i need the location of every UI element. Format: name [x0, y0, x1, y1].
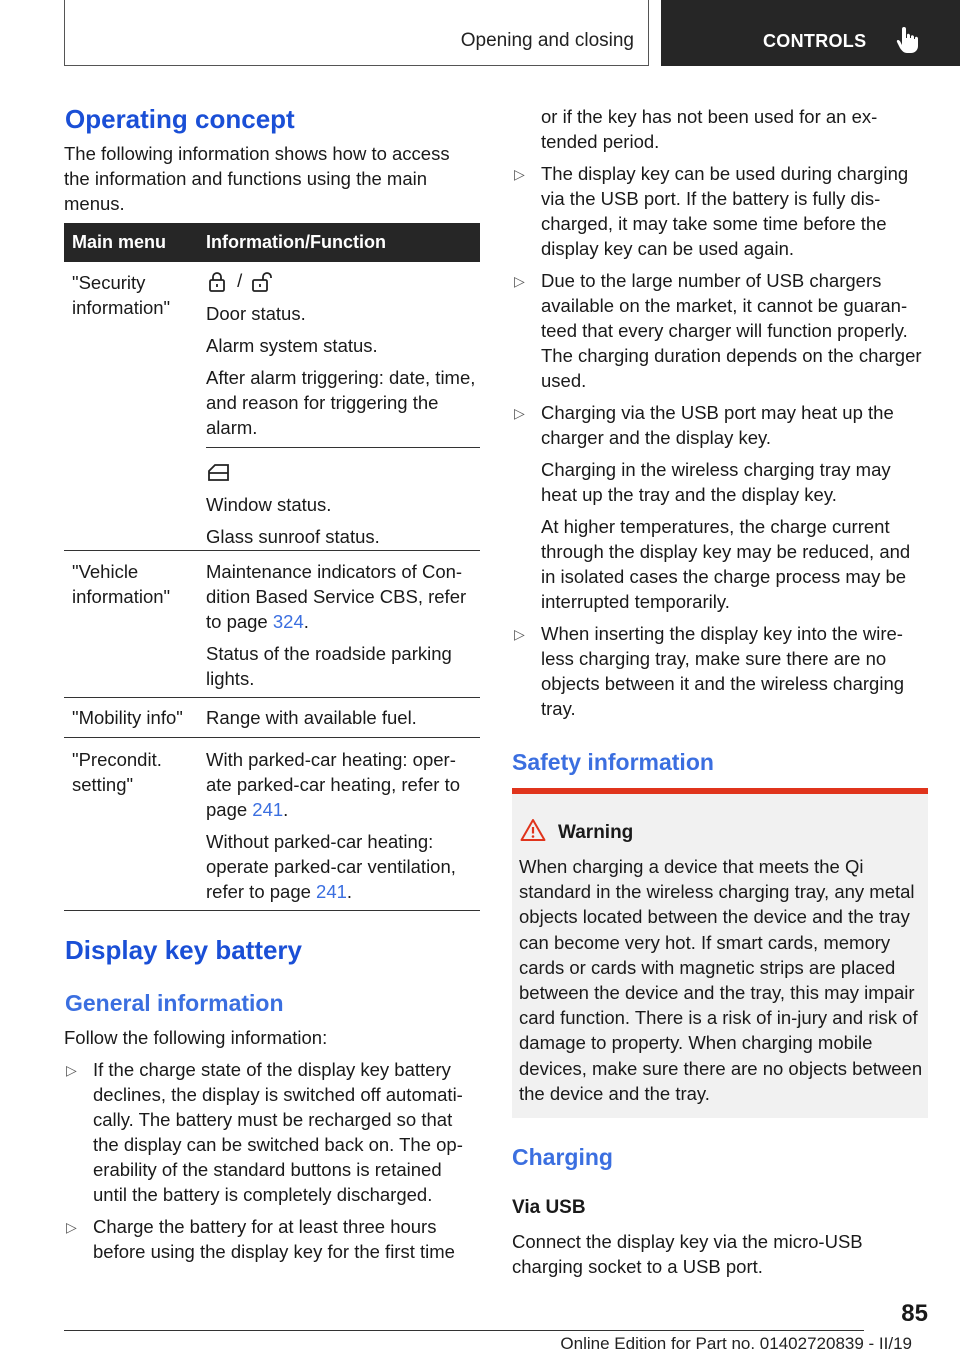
subsection-title-general: General information [65, 990, 284, 1016]
bullet-triangle-icon: ▷ [514, 405, 525, 421]
door-status: Door status. [206, 303, 306, 324]
hand-pointer-icon [895, 25, 921, 55]
page-link-241-b[interactable]: 241 [316, 881, 347, 902]
bullet-list-left [64, 1057, 480, 1271]
table-row-precondit [64, 738, 480, 911]
list-item [512, 161, 928, 261]
header-section-box [64, 0, 649, 66]
bullet-text: Charging in the wireless charging tray may heat up the tray and the display key. [541, 459, 891, 505]
maintenance-text: Maintenance indicators of Con-dition Based Service CBS, refer to page [206, 561, 467, 632]
sunroof-status: Glass sunroof status. [206, 526, 380, 547]
section-title-operating-concept: Operating concept [65, 104, 295, 134]
menu-mobility: "Mobility info" [72, 707, 183, 728]
list-item [512, 268, 928, 393]
warning-text: When charging a device that meets the Qi standard in the wireless charging tray, any metal objects located between the device and the tray can become very hot. If smart cards, memory cards or cards with magnetic strips are placed between the device and the tray, this may impair card function. There is a risk of in-jury and risk of damage to property. When charging mobile devices, make sure there are no objects between the device and the tray. [519, 856, 923, 1104]
window-status: Window status. [206, 494, 332, 515]
main-menu-table [64, 223, 480, 911]
bullet-triangle-icon: ▷ [514, 166, 525, 182]
via-usb-text: Connect the display key via the micro-USB charging socket to a USB port. [512, 1231, 863, 1277]
list-item-continued [512, 104, 928, 154]
list-item [64, 1057, 480, 1207]
operating-intro: The following information shows how to access the information and functions using the main menus. [64, 143, 450, 214]
bullet-text: Charging via the USB port may heat up the charger and the display key. [541, 402, 894, 448]
warning-box [512, 788, 928, 1118]
edition-info: Online Edition for Part no. 01402720839 - II/19 [560, 1334, 912, 1353]
list-item [512, 400, 928, 614]
bullet-text: When inserting the display key into the wire-less charging tray, make sure there are no objects between it and the wireless charging tray. [541, 623, 905, 719]
column-header-information: Information/Function [206, 232, 386, 252]
list-item [64, 1214, 480, 1264]
section-title-display-key-battery: Display key battery [65, 935, 303, 965]
alarm-status: Alarm system status. [206, 335, 378, 356]
maintenance-end: . [303, 611, 309, 632]
page-link-241[interactable]: 241 [252, 799, 284, 820]
bullet-triangle-icon: ▷ [514, 626, 525, 642]
column-header-main-menu: Main menu [72, 232, 167, 252]
bullet-text: At higher temperatures, the charge current through the display key may be reduced, and in isolated cases the charge process may be interrupted temporarily. [541, 516, 911, 612]
window-icon [206, 462, 232, 484]
subheading-via-usb: Via USB [512, 1197, 586, 1218]
table-row-vehicle [64, 551, 480, 698]
bullet-text: Due to the large number of USB chargers available on the market, it cannot be guaran-teed that every charger will function properly. The charging duration depends on the charger used. [541, 270, 922, 391]
with-heating-text: With parked-car heating: oper-ate parked-car heating, refer to page [206, 749, 461, 820]
parking-lights-status: Status of the roadside parking lights. [206, 643, 452, 689]
page-number: 85 [901, 1300, 928, 1327]
menu-precondit: "Precondit. setting" [72, 749, 162, 795]
bullet-triangle-icon: ▷ [66, 1219, 77, 1235]
section-title-charging: Charging [512, 1144, 613, 1170]
bullet-triangle-icon: ▷ [514, 273, 525, 289]
table-header [64, 223, 480, 262]
table-row-mobility [64, 698, 480, 738]
range-info: Range with available fuel. [206, 707, 417, 728]
general-intro: Follow the following information: [64, 1027, 328, 1048]
without-heating-end: . [346, 881, 353, 902]
footer-divider [64, 1330, 864, 1331]
header-chapter-title: CONTROLS [763, 31, 867, 51]
door-unlocked-icon [251, 271, 275, 293]
bullet-triangle-icon: ▷ [66, 1062, 77, 1078]
header-section-title: Opening and closing [460, 30, 634, 51]
header-chapter-box [661, 0, 960, 66]
menu-vehicle: "Vehicle information" [72, 561, 171, 607]
list-item [512, 621, 928, 721]
warning-triangle-icon [520, 818, 546, 842]
menu-security: "Security information" [72, 272, 171, 318]
section-title-safety: Safety information [512, 749, 714, 775]
without-heating-text: Without parked-car heating: operate parked-car ventilation, refer to page [206, 831, 456, 902]
bullet-text: or if the key has not been used for an ex-tended period. [541, 106, 878, 152]
bullet-text: The display key can be used during charging via the USB port. If the battery is fully dis-charged, it may take some time before the display key can be used again. [541, 163, 909, 259]
warning-title: Warning [558, 822, 634, 843]
door-locked-icon [206, 271, 228, 293]
alarm-trigger-info: After alarm triggering: date, time, and reason for triggering the alarm. [206, 367, 476, 438]
row-divider [206, 447, 480, 448]
table-row-security [64, 262, 480, 551]
page-link-324[interactable]: 324 [272, 611, 304, 632]
with-heating-end: . [283, 799, 289, 820]
bullet-text: If the charge state of the display key battery declines, the display is switched off automati-cally. The battery must be recharged so that the display can be switched back on. The op-erability of the standard buttons is retained until the battery is completely discharged. [93, 1059, 463, 1205]
bullet-text: Charge the battery for at least three hours before using the display key for the first time [93, 1216, 455, 1262]
icon-separator: / [237, 270, 243, 291]
bullet-list-right [512, 104, 928, 728]
